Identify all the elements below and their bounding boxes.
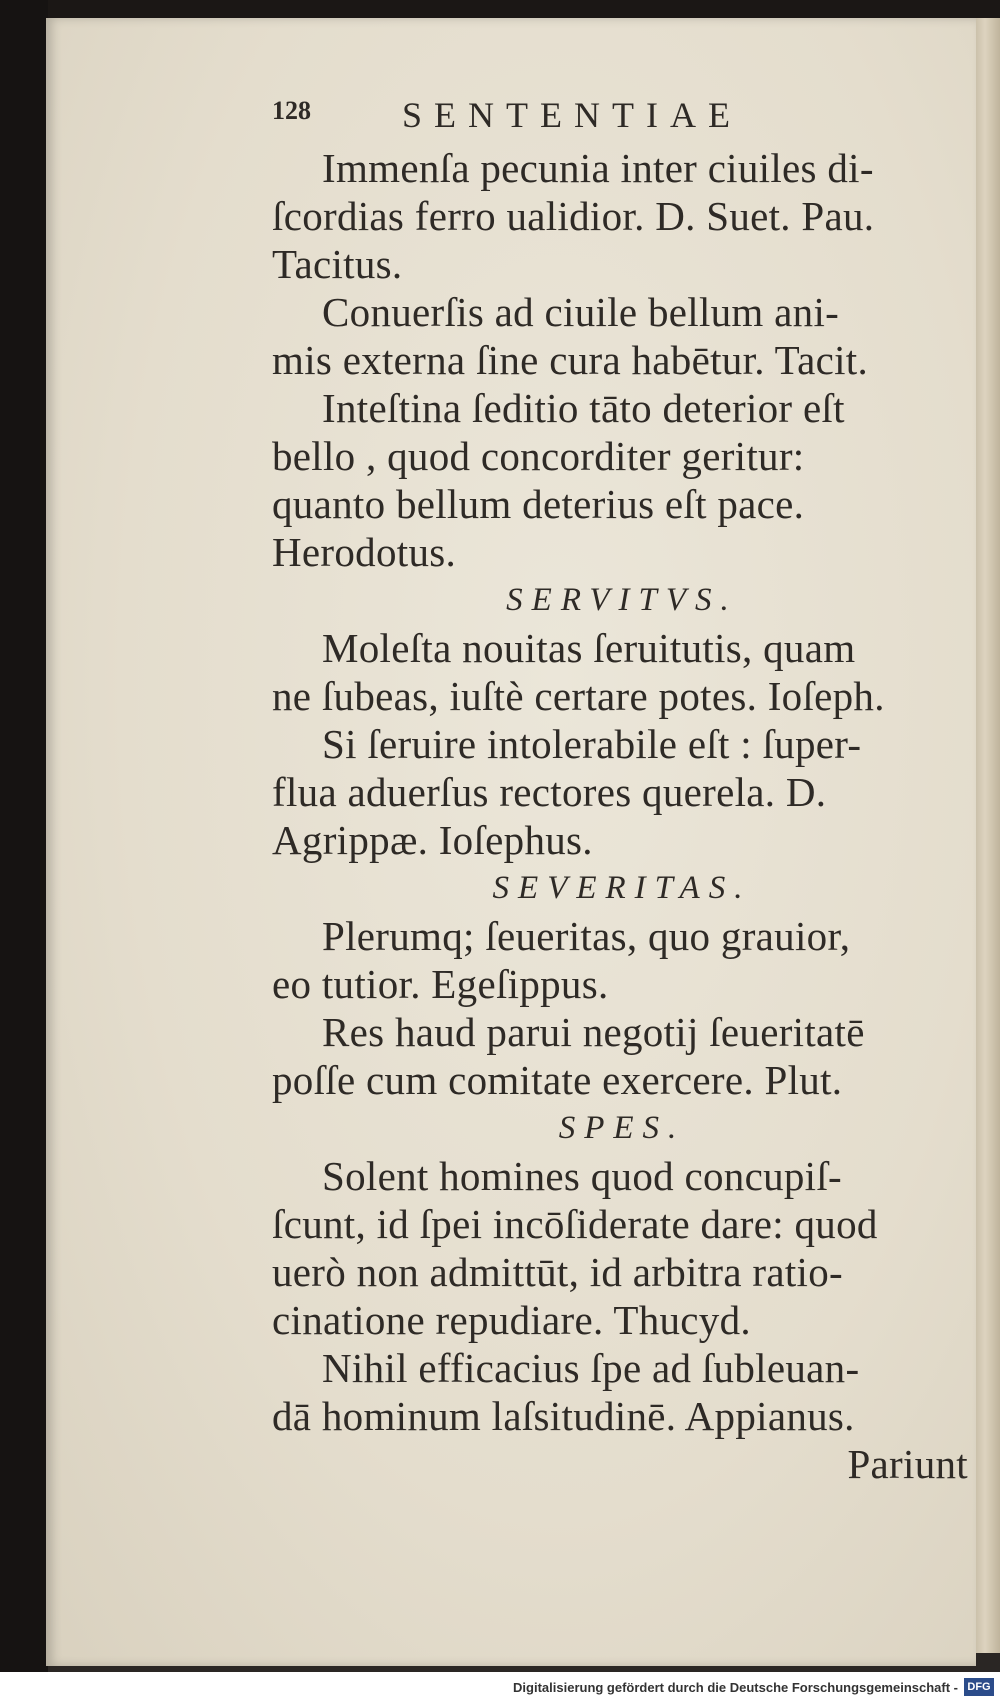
text-line: Nihil efficacius ſpe ad ſubleuan-	[322, 1345, 860, 1391]
section-heading: SEVERITAS.	[492, 870, 752, 906]
text-line: quanto bellum deterius eſt pace.	[272, 481, 805, 527]
text-line: Agrippæ. Ioſephus.	[272, 817, 593, 863]
text-line: Plerumq; ſeueritas, quo grauior,	[322, 913, 851, 959]
facing-page-edge	[975, 18, 1000, 1653]
text-line: flua aduerſus rectores querela. D.	[272, 769, 827, 815]
text-line: Immenſa pecunia inter ciuiles di-	[322, 145, 874, 191]
catchword: Pariunt	[847, 1441, 968, 1487]
scan-top-edge	[0, 0, 1000, 20]
text-line: ſcordias ferro ualidior. D. Suet. Pau.	[272, 193, 875, 239]
funding-credit: Digitalisierung gefördert durch die Deutsche Forschungsgemeinschaft -	[513, 1680, 958, 1695]
text-line: Res haud parui negotij ſeueritatē	[322, 1009, 865, 1055]
text-line: ſcunt, id ſpei incōſiderate dare: quod	[272, 1201, 878, 1247]
text-line: poſſe cum comitate exercere. Plut.	[272, 1057, 843, 1103]
text-line: dā hominum laſsitudinē. Appianus.	[272, 1393, 855, 1439]
text-line: eo tutior. Egeſippus.	[272, 961, 609, 1007]
section-heading: SERVITVS.	[506, 582, 738, 618]
text-line: Inteſtina ſeditio tāto deterior eſt	[322, 385, 845, 431]
text-line: Herodotus.	[272, 529, 457, 575]
section-heading: SPES.	[558, 1110, 686, 1146]
page-number: 128	[272, 96, 311, 125]
text-line: cinatione repudiare. Thucyd.	[272, 1297, 751, 1343]
digitization-footer	[0, 1672, 1000, 1707]
text-lines	[272, 144, 972, 1488]
text-line: bello , quod concorditer geritur:	[272, 433, 805, 479]
running-title: SENTENTIAE	[402, 95, 742, 135]
dfg-logo: DFG	[964, 1678, 994, 1696]
page-text-block	[272, 94, 972, 1488]
text-line: Conuerſis ad ciuile bellum ani-	[322, 289, 840, 335]
running-head	[272, 94, 972, 144]
text-line: mis externa ſine cura habētur. Tacit.	[272, 337, 869, 383]
text-line: Tacitus.	[272, 241, 403, 287]
text-line: uerò non admittūt, id arbitra ratio-	[272, 1249, 843, 1295]
text-line: Si ſeruire intolerabile eſt : ſuper-	[322, 721, 862, 767]
text-line: Solent homines quod concupiſ-	[322, 1153, 842, 1199]
scan-left-edge	[0, 0, 48, 1707]
text-line: Moleſta nouitas ſeruitutis, quam	[322, 625, 856, 671]
text-line: ne ſubeas, iuſtè certare potes. Ioſeph.	[272, 673, 885, 719]
